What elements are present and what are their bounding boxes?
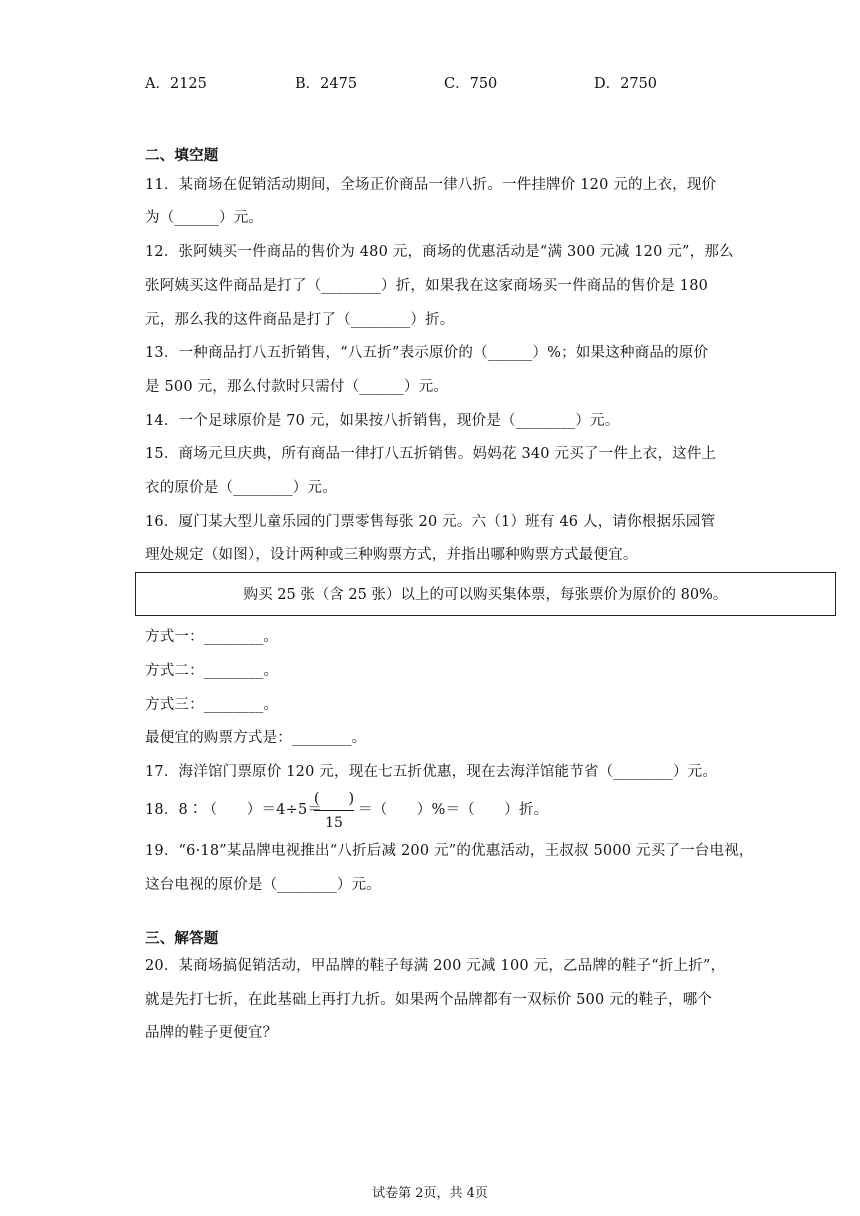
q18-left: 18．8∶（ ）＝4÷5＝: [145, 802, 323, 818]
question-line: 20．某商场搞促销活动，甲品牌的鞋子每满 200 元减 100 元，乙品牌的鞋子“折上折”，: [145, 958, 726, 974]
question-line: 15．商场元旦庆典，所有商品一律打八五折销售。妈妈花 340 元买了一件上衣，这件上: [145, 446, 717, 462]
fraction-numerator: ( ): [313, 791, 355, 807]
rule-box: [135, 572, 836, 616]
answer-line-method-3: 方式三：________。: [145, 697, 279, 713]
question-line: 是 500 元，那么付款时只需付（______）元。: [145, 379, 449, 395]
question-line: 17．海洋馆门票原价 120 元，现在七五折优惠，现在去海洋馆能节省（________）元。: [145, 764, 718, 780]
choice-d: D．2750: [594, 76, 658, 92]
q18-right: ＝（ ）%＝（ ）折。: [358, 802, 549, 818]
question-line: 理处规定（如图），设计两种或三种购票方式，并指出哪种购票方式最便宜。: [145, 547, 638, 563]
question-line: 品牌的鞋子更便宜？: [145, 1025, 278, 1041]
answer-line-method-1: 方式一：________。: [145, 629, 279, 645]
section-heading-solve: 三、解答题: [145, 930, 219, 947]
question-line: 这台电视的原价是（________）元。: [145, 877, 381, 893]
choice-a: A．2125: [145, 76, 207, 92]
question-line: 14．一个足球原价是 70 元，如果按八折销售，现价是（________）元。: [145, 413, 620, 429]
question-line: 就是先打七折，在此基础上再打九折。如果两个品牌都有一双标价 500 元的鞋子，哪个: [145, 992, 713, 1008]
question-line: 16．厦门某大型儿童乐园的门票零售每张 20 元。六（1）班有 46 人，请你根据乐园管: [145, 514, 716, 530]
question-line: 11．某商场在促销活动期间，全场正价商品一律八折。一件挂牌价 120 元的上衣，现价: [145, 177, 717, 193]
question-line: 张阿姨买这件商品是打了（________）折，如果我在这家商场买一件商品的售价是 180: [145, 278, 709, 294]
question-line: 12．张阿姨买一件商品的售价为 480 元，商场的优惠活动是“满 300 元减 120 元”，那么: [145, 244, 734, 260]
question-line: 为（______）元。: [145, 210, 264, 226]
question-line: 元，那么我的这件商品是打了（________）折。: [145, 312, 455, 328]
fraction-denominator: 15: [325, 815, 343, 831]
question-line: 衣的原价是（________）元。: [145, 480, 337, 496]
question-line: 19．“6·18”某品牌电视推出“八折后减 200 元”的优惠活动，王叔叔 5000 元买了一台电视，: [145, 843, 754, 859]
choice-b: B．2475: [295, 76, 358, 92]
q18-fraction: [312, 790, 356, 832]
choice-c: C．750: [444, 76, 498, 92]
answer-line-cheapest: 最便宜的购票方式是：________。: [145, 730, 367, 746]
fraction-bar: [314, 810, 354, 811]
question-line: 13．一种商品打八五折销售，“八五折”表示原价的（______）%；如果这种商品的原价: [145, 345, 709, 361]
answer-line-method-2: 方式二：________。: [145, 663, 279, 679]
section-heading-fill-blank: 二、填空题: [145, 147, 219, 164]
rule-text: 购买 25 张（含 25 张）以上的可以购买集体票，每张票价为原价的 80%。: [243, 587, 728, 603]
page-footer: 试卷第 2页，共 4页: [372, 1186, 488, 1201]
